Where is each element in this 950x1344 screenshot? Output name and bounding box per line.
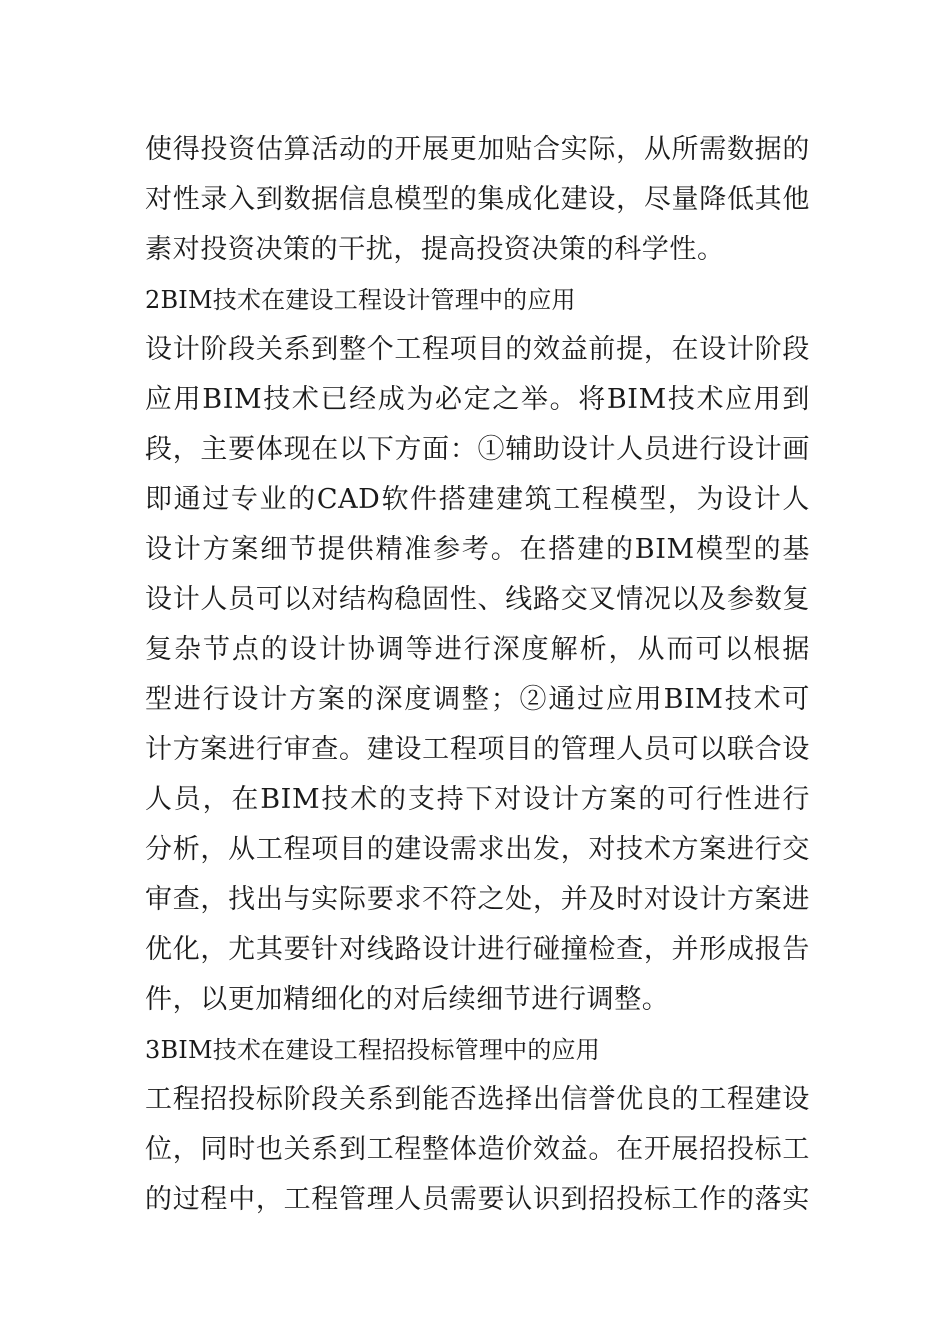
paragraph-line: 人员，在BIM技术的支持下对设计方案的可行性进行: [145, 784, 810, 815]
paragraph-line: 使得投资估算活动的开展更加贴合实际，从所需数据的: [145, 134, 810, 165]
paragraph-line: 工程招投标阶段关系到能否选择出信誉优良的工程建设: [145, 1084, 810, 1115]
paragraph-line: 分析，从工程项目的建设需求出发，对技术方案进行交: [145, 834, 810, 865]
paragraph-line: 型进行设计方案的深度调整；②通过应用BIM技术可: [145, 684, 810, 715]
paragraph-line: 段，主要体现在以下方面：①辅助设计人员进行设计画: [145, 434, 810, 465]
paragraph-line: 设计阶段关系到整个工程项目的效益前提，在设计阶段: [145, 334, 810, 365]
paragraph-line: 应用BIM技术已经成为必定之举。将BIM技术应用到: [145, 384, 810, 415]
paragraph-line: 件，以更加精细化的对后续细节进行调整。: [145, 984, 670, 1015]
paragraph-line: 对性录入到数据信息模型的集成化建设，尽量降低其他: [145, 184, 810, 215]
paragraph-line: 即通过专业的CAD软件搭建建筑工程模型，为设计人: [145, 484, 810, 515]
paragraph-line: 素对投资决策的干扰，提高投资决策的科学性。: [145, 234, 725, 265]
paragraph-line: 优化，尤其要针对线路设计进行碰撞检查，并形成报告: [145, 934, 810, 965]
paragraph-line: 设计人员可以对结构稳固性、线路交叉情况以及参数复: [145, 584, 810, 615]
section-heading: 3BIM技术在建设工程招投标管理中的应用: [145, 1036, 600, 1064]
paragraph-line: 复杂节点的设计协调等进行深度解析，从而可以根据: [145, 634, 810, 665]
paragraph-line: 的过程中，工程管理人员需要认识到招投标工作的落实: [145, 1184, 810, 1215]
paragraph-line: 审查，找出与实际要求不符之处，并及时对设计方案进: [145, 884, 810, 915]
paragraph-line: 位，同时也关系到工程整体造价效益。在开展招投标工: [145, 1134, 810, 1165]
section-heading: 2BIM技术在建设工程设计管理中的应用: [145, 286, 576, 314]
paragraph-line: 计方案进行审查。建设工程项目的管理人员可以联合设: [145, 734, 810, 765]
paragraph-line: 设计方案细节提供精准参考。在搭建的BIM模型的基: [145, 534, 810, 565]
